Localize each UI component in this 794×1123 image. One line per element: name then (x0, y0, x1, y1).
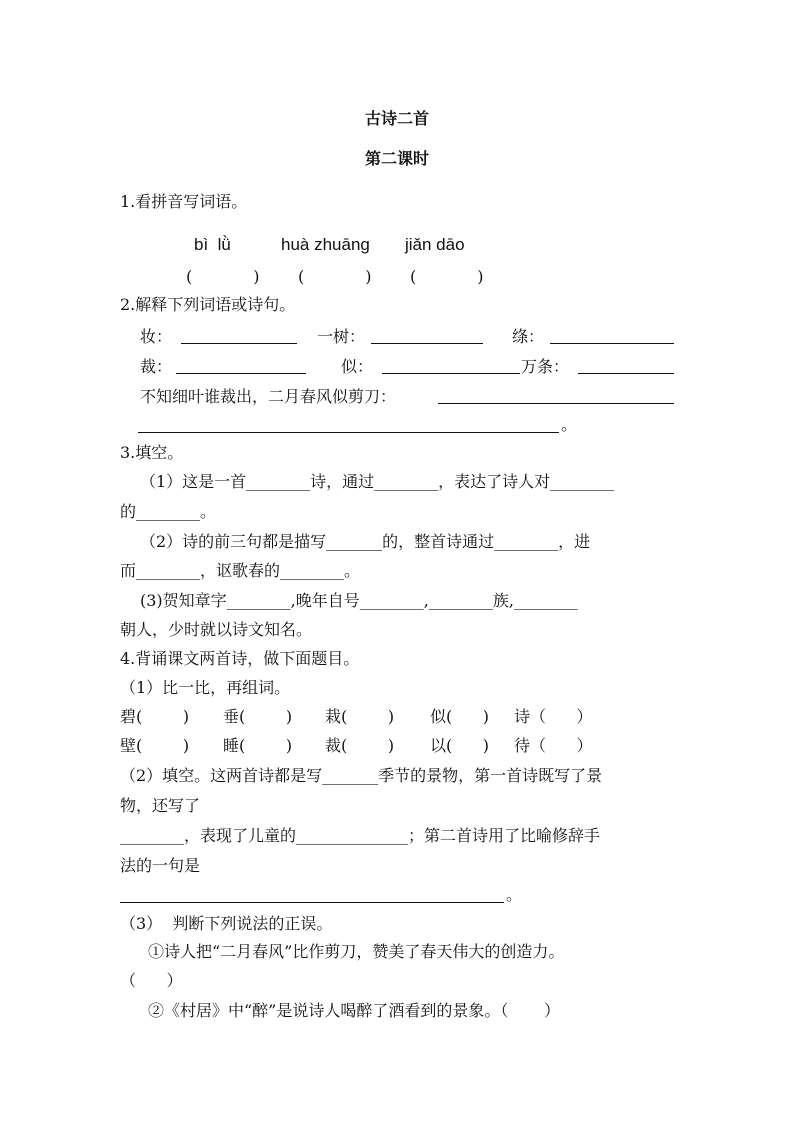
fill-blank-line[interactable]: 而________，讴歌春的________。 (120, 561, 361, 580)
poem-line: 不知细叶谁裁出，二月春风似剪刀： (140, 387, 397, 406)
pinyin-3: jiǎn dāo (405, 235, 465, 254)
fill-blank-line[interactable]: （2）诗的前三句都是描写_______的，整首诗通过________，进 (140, 532, 591, 551)
compare-item[interactable]: 睡( ) (223, 736, 293, 755)
answer-line[interactable] (371, 328, 483, 344)
fill-blank-line[interactable]: （2）填空。这两首诗都是写_______季节的景物，第一首诗既写了景 (120, 766, 603, 785)
fill-blank-line: 朝人，少时就以诗文知名。 (120, 620, 313, 639)
page-title: 古诗二首 (364, 109, 429, 128)
page-subtitle: 第二课时 (364, 149, 429, 168)
answer-line[interactable] (382, 358, 520, 374)
fill-blank-line[interactable]: （1）这是一首________诗，通过________，表达了诗人对________ (140, 472, 615, 491)
fill-blank-line[interactable]: 的________。 (120, 502, 217, 521)
answer-line[interactable] (120, 887, 504, 903)
pinyin-2: huà zhuāng (281, 235, 370, 254)
compare-item[interactable]: 以( ) (430, 736, 490, 755)
judgement-statement: ①诗人把“二月春风”比作剪刀，赞美了春天伟大的创造力。 (148, 942, 565, 961)
compare-item[interactable]: 垂( ) (223, 707, 293, 726)
answer-bracket-1[interactable]: ( ) (186, 267, 260, 286)
fill-blank-line: 物，还写了 (120, 796, 201, 815)
answer-line[interactable] (176, 358, 306, 374)
judgement-answer[interactable]: （ ） (120, 971, 183, 990)
q4-heading: 4.背诵课文两首诗，做下面题目。 (120, 649, 360, 668)
compare-item[interactable]: 似( ) (430, 707, 490, 726)
q1-heading: 1.看拼音写词语。 (120, 192, 248, 211)
answer-line[interactable] (578, 358, 674, 374)
compare-item[interactable]: 裁( ) (325, 736, 395, 755)
word-label: 绦： (512, 327, 545, 346)
end-mark: 。 (561, 415, 578, 434)
judgement-statement[interactable]: ②《村居》中“醉”是说诗人喝醉了酒看到的景象。（ ） (148, 1001, 560, 1020)
q3-heading: 3.填空。 (120, 443, 184, 462)
answer-line[interactable] (138, 417, 559, 433)
answer-bracket-3[interactable]: ( ) (410, 267, 484, 286)
fill-blank-line[interactable]: (3)贺知章字________,晚年自号________,________族,________ (140, 591, 578, 610)
end-mark: 。 (506, 885, 523, 904)
compare-item[interactable]: 栽( ) (325, 707, 395, 726)
word-label: 裁： (140, 357, 173, 376)
q2-heading: 2.解释下列词语或诗句。 (120, 295, 296, 314)
answer-line[interactable] (550, 328, 674, 344)
q4-part1-heading: （1）比一比，再组词。 (120, 678, 291, 697)
answer-bracket-2[interactable]: ( ) (298, 267, 372, 286)
answer-line[interactable] (181, 328, 297, 344)
fill-blank-line: 法的一句是 (120, 856, 201, 875)
word-label: 一树： (317, 327, 366, 346)
fill-blank-line[interactable]: ________，表现了儿童的______________；第二首诗用了比喻修辞手 (120, 826, 601, 845)
compare-item[interactable]: 待（ ） (514, 736, 593, 755)
word-label: 似： (341, 357, 374, 376)
compare-item[interactable]: 诗（ ） (514, 707, 593, 726)
answer-line[interactable] (438, 388, 674, 404)
compare-item[interactable]: 碧( ) (120, 707, 190, 726)
compare-item[interactable]: 壁( ) (120, 736, 190, 755)
pinyin-1: bì lǜ (194, 235, 231, 254)
q4-part3-heading: （3） 判断下列说法的正误。 (120, 914, 333, 933)
word-label: 妆： (140, 327, 173, 346)
word-label: 万条： (521, 357, 570, 376)
